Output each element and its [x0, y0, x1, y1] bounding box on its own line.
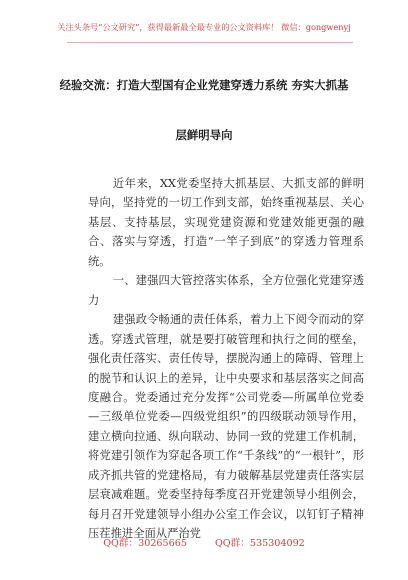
section-heading-1: 一、建强四大管控落实体系，全方位强化党建穿透力	[88, 274, 364, 307]
header-banner: 关注头条号“公文研究”，获得最新最全最专业的公文资料库！ 微信：gongwenyj	[57, 22, 351, 32]
document-body	[88, 174, 364, 544]
footer-qq-group-2: QQ群：535304092	[214, 538, 305, 549]
document-title-line-1: 经验交流：打造大型国有企业党建穿透力系统 夯实大抓基	[59, 78, 349, 92]
paragraph-intro: 近年来，XX党委坚持大抓基层、大抓支部的鲜明导向，坚持党的一切工作到支部，始终重视基层、关心基层、支持基层，实现党建资源和党建效能更强的融合、落实与穿透，打造“一竿子到底”的穿透力管理系统。	[88, 177, 364, 268]
header-divider	[67, 42, 353, 43]
footer	[0, 535, 408, 549]
document-title-line-2: 层鲜明导向	[175, 128, 233, 142]
footer-qq-group-1: QQ群：30265665	[103, 538, 187, 549]
paragraph-section-1: 建强政令畅通的责任体系，着力上下阅令而动的穿透。穿透式管理，就是要打破管理和执行之间的壁垒，强化责任落实、责任传导，摆脱沟通上的障碍、管理上的脱节和认识上的差异，让中央要求和基层落实之间高度融合。党委通过充分发挥“公司党委—所属单位党委—三级单位党委—四级党组织”的四级联动领导作用，建立横向拉通、纵向联动、协同一致的党建工作机制，将党建引领作为穿起各项工作“千条线”的“一根针”，形成齐抓共管的党建格局，有力破解基层党建责任落实层层衰减难题。党委坚持每季度召开党建领导小组例会，每月召开党建领导小组办公室工作会议，以钉钉子精神压茬推进全面从严治党	[88, 313, 364, 541]
